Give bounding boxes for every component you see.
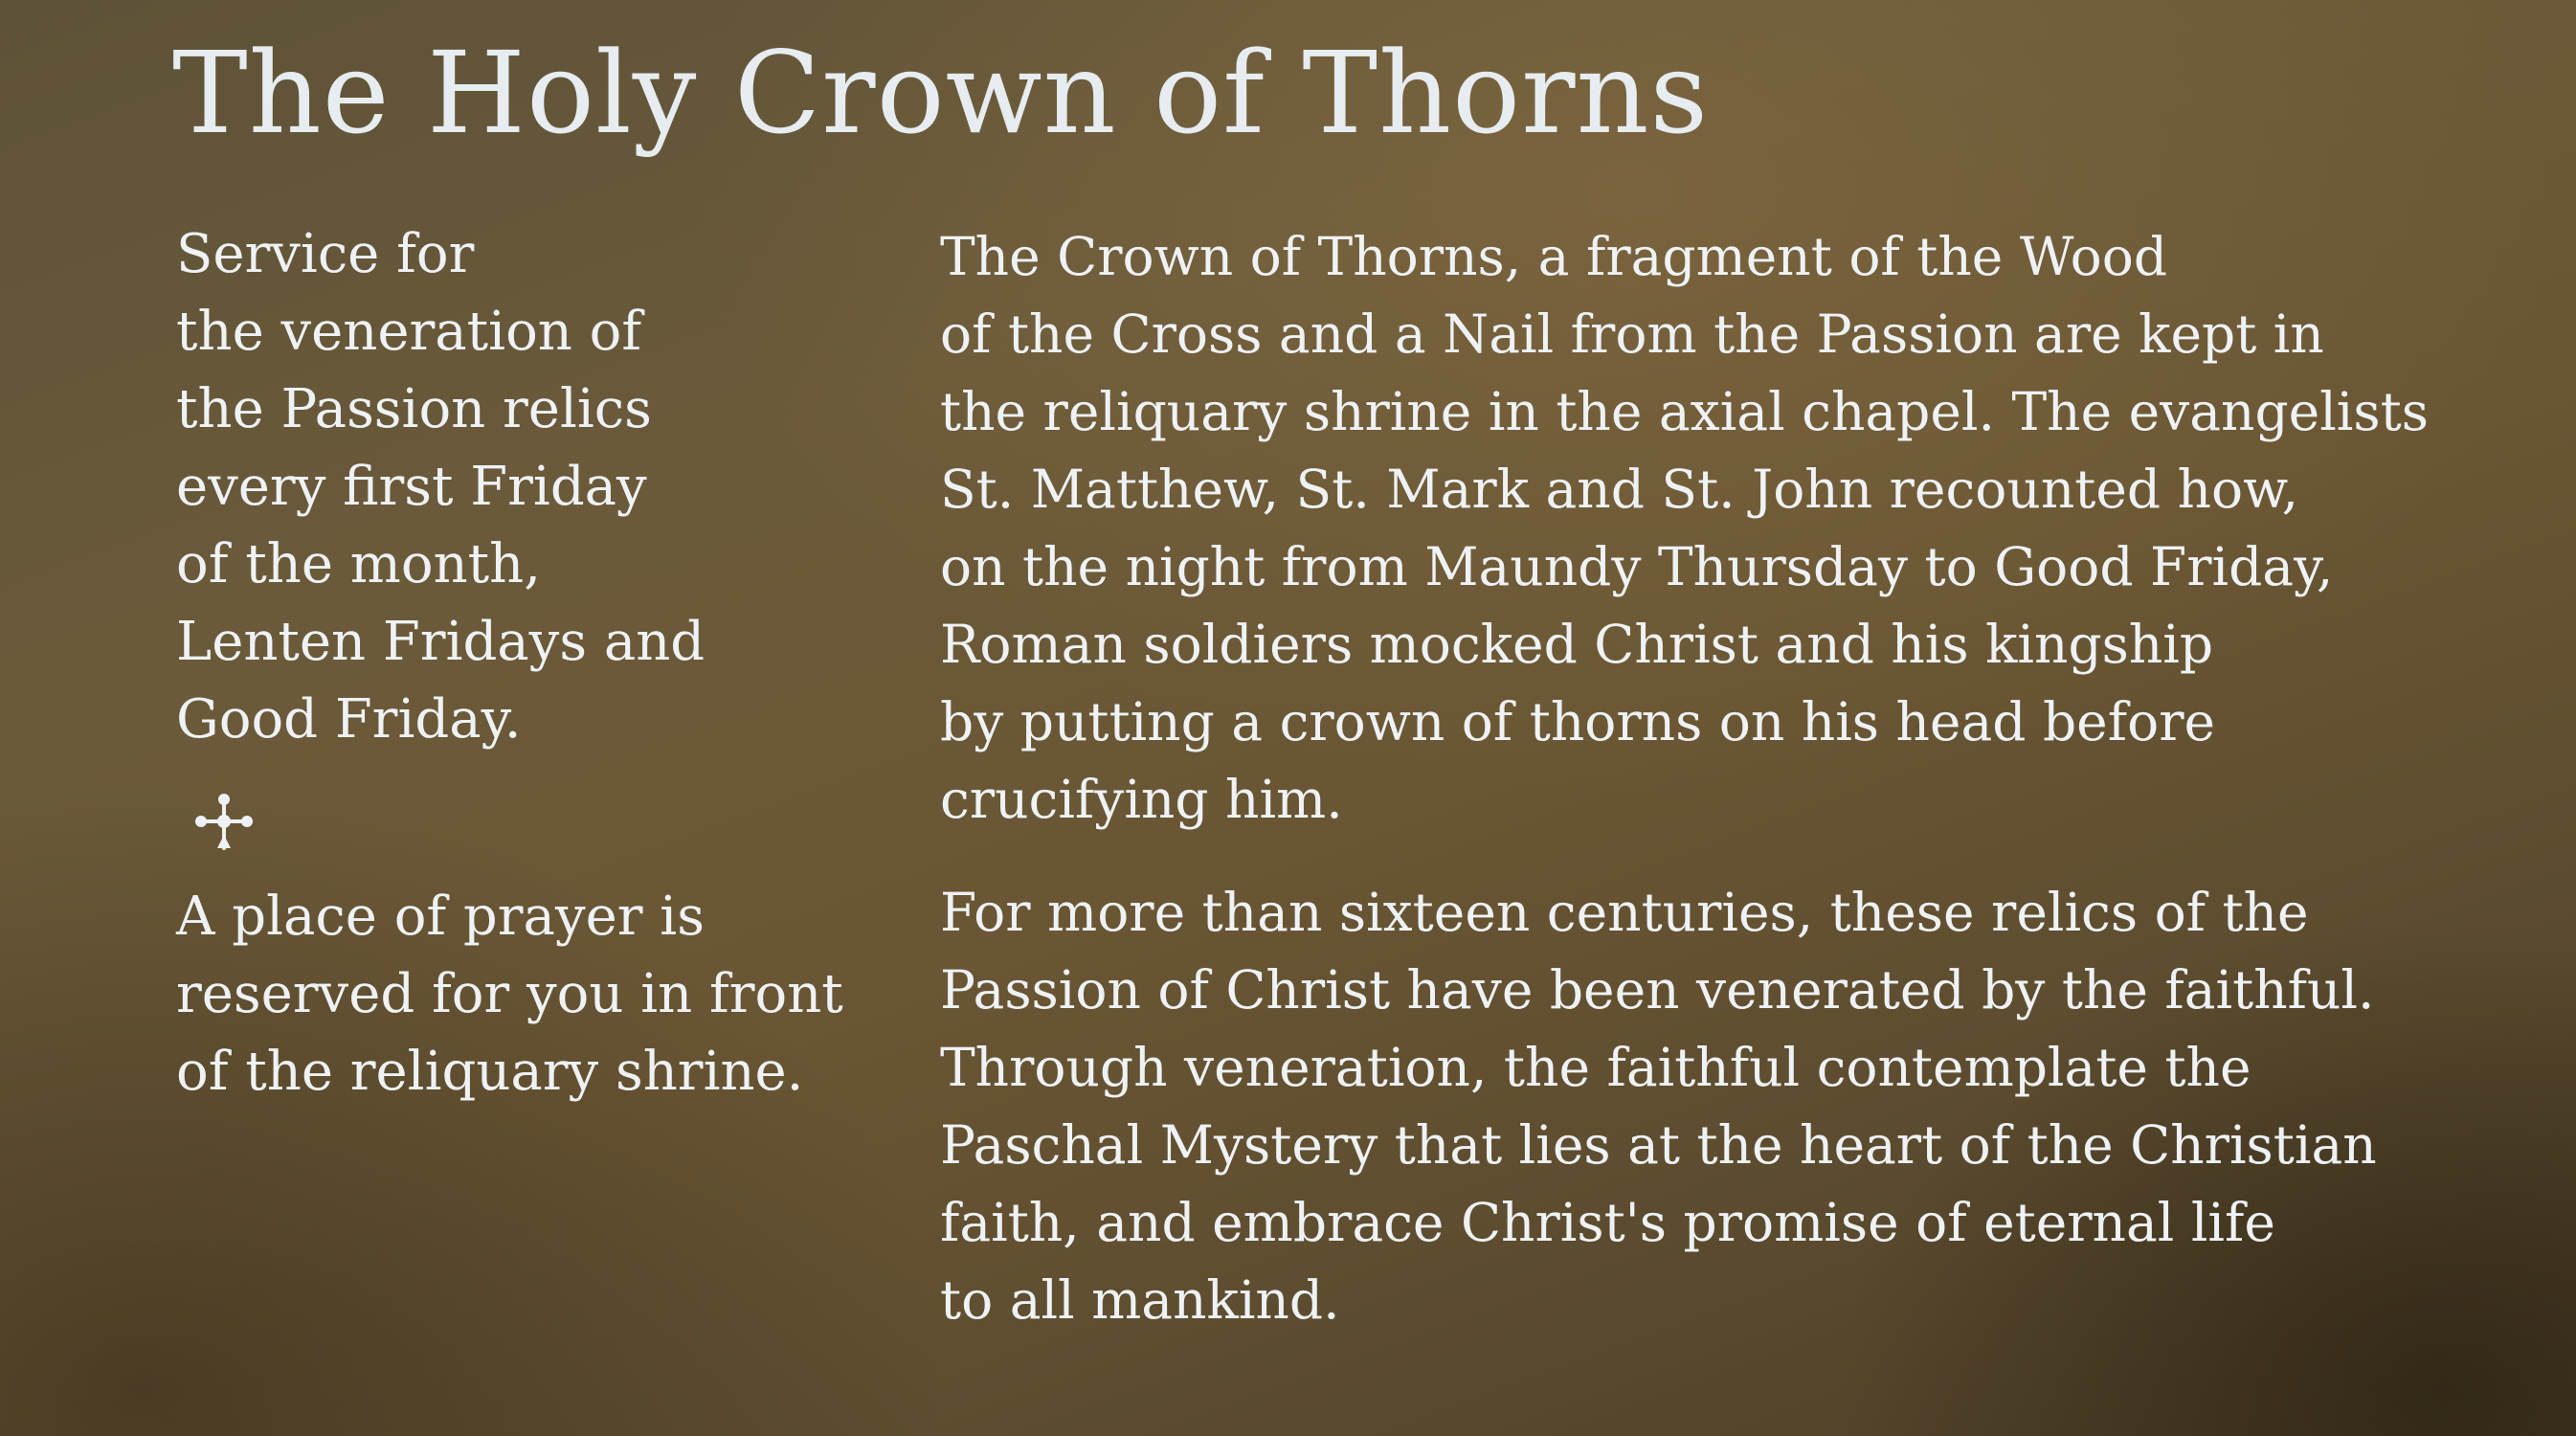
text-line: on the night from Maundy Thursday to Good Friday, [940, 536, 2334, 597]
text-line: of the month, [176, 533, 542, 595]
text-line: faith, and embrace Christ's promise of eternal life [940, 1192, 2275, 1253]
text-line: the Passion relics [176, 378, 652, 440]
text-line: reserved for you in front [176, 963, 843, 1025]
text-line: Passion of Christ have been venerated by the faithful. [940, 959, 2375, 1021]
text-line: to all mankind. [940, 1269, 1340, 1331]
text-line: Lenten Fridays and [176, 611, 706, 673]
text-line: Good Friday. [176, 688, 522, 751]
text-line: every first Friday [176, 456, 647, 518]
fleur-cross-ornament-icon [194, 793, 254, 852]
text-line: the veneration of [176, 301, 642, 363]
sign-title: The Holy Crown of Thorns [172, 27, 1710, 159]
text-line: of the reliquary shrine. [176, 1041, 804, 1103]
text-line: The Crown of Thorns, a fragment of the Wood [940, 226, 2168, 287]
text-line: Paschal Mystery that lies at the heart of the Christian [940, 1114, 2377, 1176]
text-line: St. Matthew, St. Mark and St. John recounted how, [940, 459, 2299, 520]
text-line: A place of prayer is [176, 886, 705, 948]
prayer-place-paragraph [176, 878, 843, 1111]
text-line: For more than sixteen centuries, these relics of the [940, 882, 2309, 943]
text-line: the reliquary shrine in the axial chapel. The evangelists [940, 381, 2429, 442]
text-line: Through veneration, the faithful contemplate the [940, 1037, 2251, 1098]
service-times-paragraph [176, 215, 705, 758]
text-line: crucifying him. [940, 769, 1343, 830]
text-line: Service for [176, 223, 475, 285]
text-line: Roman soldiers mocked Christ and his kingship [940, 614, 2214, 675]
text-line: by putting a crown of thorns on his head before [940, 691, 2216, 752]
veneration-history-paragraph [940, 874, 2377, 1339]
text-line: of the Cross and a Nail from the Passion are kept in [940, 303, 2324, 365]
relics-description-paragraph [940, 218, 2429, 839]
